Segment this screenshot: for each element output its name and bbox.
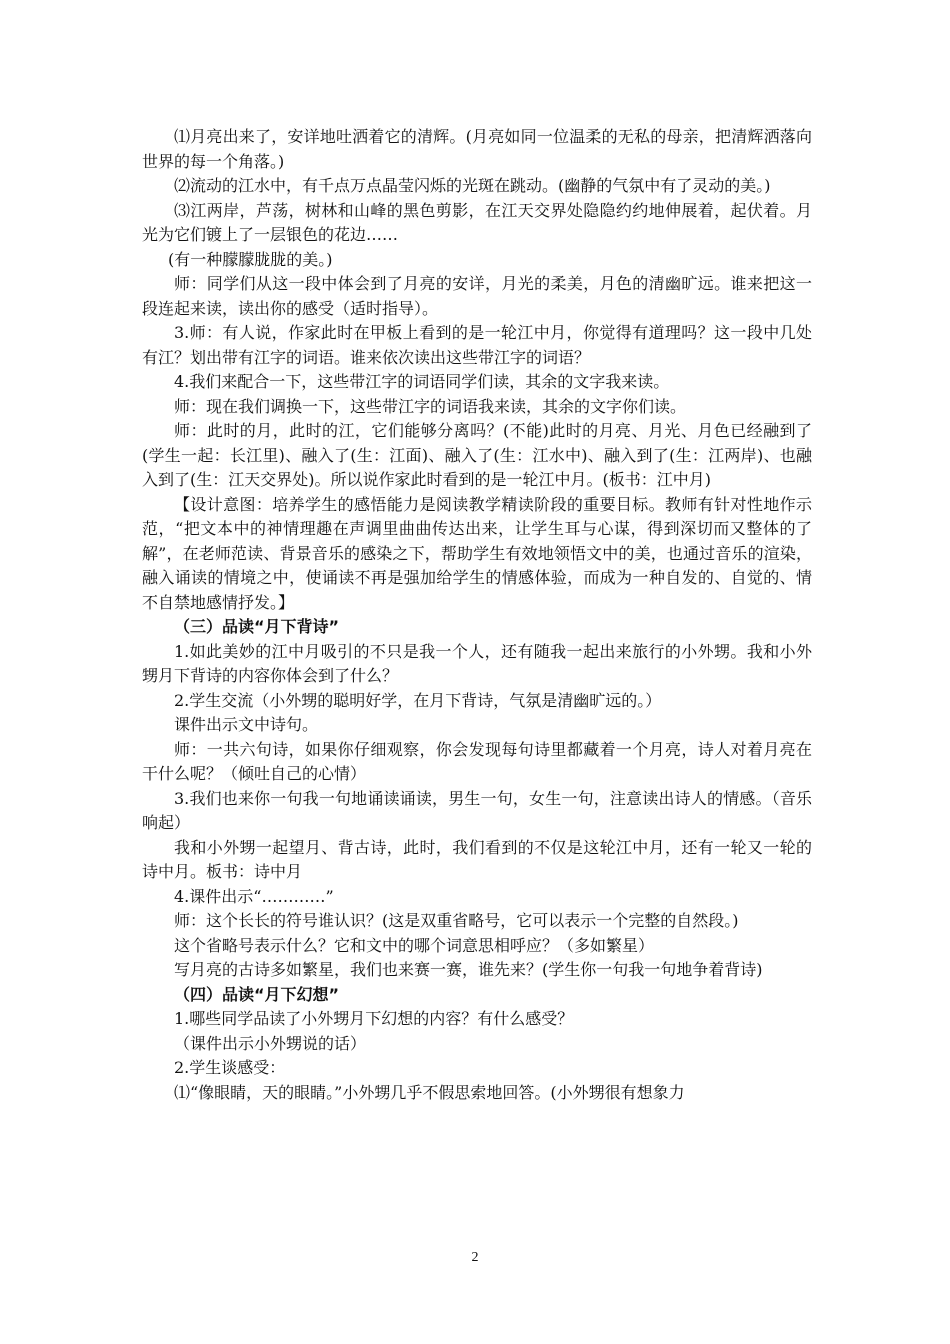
paragraph: 1.哪些同学品读了小外甥月下幻想的内容？有什么感受？ (174, 1009, 574, 1028)
paragraph: (有一种朦朦胧胧的美。) (168, 249, 333, 269)
paragraph: ⑵流动的江水中，有千点万点晶莹闪烁的光斑在跳动。(幽静的气氛中有了灵动的美。) (174, 176, 771, 195)
paragraph: 2.学生交流（小外甥的聪明好学，在月下背诗，气氛是清幽旷远的。） (174, 690, 662, 710)
paragraph: 师：此时的月，此时的江，它们能够分离吗？(不能)此时的月亮、月光、月色已经融到了(学生一起：长江里)、融入了(生：江面)、融入了(生：江水中)、融入到了(生：江两岸)、也融入到了(生：江天交界处)。所以说作家此时看到的是一轮江中月。(板书：江中月) (142, 421, 812, 489)
paragraph: 1.如此美妙的江中月吸引的不只是我一个人，还有随我一起出来旅行的小外甥。我和小外甥月下背诗的内容你体会到了什么？ (142, 641, 812, 685)
paragraph: 我和小外甥一起望月、背古诗，此时，我们看到的不仅是这轮江中月，还有一轮又一轮的诗中月。板书：诗中月 (142, 837, 812, 881)
paragraph: 师：这个长长的符号谁认识？(这是双重省略号，它可以表示一个完整的自然段。) (174, 911, 739, 930)
page-number: 2 (471, 1250, 479, 1265)
document-body (142, 125, 812, 1105)
paragraph: 课件出示文中诗句。 (174, 715, 319, 734)
paragraph: 师：一共六句诗，如果你仔细观察，你会发现每句诗里都藏着一个月亮，诗人对着月亮在干什么呢？（倾吐自己的心情） (142, 739, 812, 783)
paragraph: 2.学生谈感受： (174, 1058, 286, 1077)
paragraph: 写月亮的古诗多如繁星，我们也来赛一赛，谁先来？(学生你一句我一句地争着背诗) (174, 960, 763, 979)
paragraph: 3.我们也来你一句我一句地诵读诵读，男生一句，女生一句，注意读出诗人的情感。（音乐响起） (142, 788, 812, 832)
paragraph: 师：现在我们调换一下，这些带江字的词语我来读，其余的文字你们读。 (174, 396, 687, 416)
section-heading: （四）品读“月下幻想” (174, 984, 340, 1004)
paragraph: 【设计意图：培养学生的感悟能力是阅读教学精读阶段的重要目标。教师有针对性地作示范，“把文本中的神情理趣在声调里曲曲传达出来，让学生耳与心谋，得到深切而又整体的了解”，在老师范读、背景音乐的感染之下，帮助学生有效地领悟文中的美，也通过音乐的渲染，融入诵读的情境之中，使诵读不再是强加给学生的情感体验，而成为一种自发的、自觉的、情不自禁地感情抒发。】 (142, 494, 812, 612)
paragraph: 3.师：有人说，作家此时在甲板上看到的是一轮江中月，你觉得有道理吗？这一段中几处有江？划出带有江字的词语。谁来依次读出这些带江字的词语？ (142, 323, 812, 367)
paragraph: ⑶江两岸，芦荡，树林和山峰的黑色剪影，在江天交界处隐隐约约地伸展着，起伏着。月光为它们镀上了一层银色的花边…… (142, 200, 812, 244)
paragraph: ⑴“像眼睛，天的眼睛。”小外甥几乎不假思索地回答。(小外甥很有想象力 (174, 1082, 685, 1102)
paragraph: 这个省略号表示什么？它和文中的哪个词意思相呼应？（多如繁星） (174, 935, 655, 955)
paragraph: （课件出示小外甥说的话） (174, 1033, 367, 1053)
paragraph: 师：同学们从这一段中体会到了月亮的安详，月光的柔美，月色的清幽旷远。谁来把这一段连起来读，读出你的感受（适时指导）。 (142, 274, 812, 318)
paragraph: 4.课件出示“…………” (174, 886, 334, 906)
paragraph: ⑴月亮出来了，安详地吐洒着它的清辉。(月亮如同一位温柔的无私的母亲，把清辉洒落向世界的每一个角落。) (142, 127, 812, 171)
section-heading: （三）品读“月下背诗” (174, 617, 340, 636)
paragraph: 4.我们来配合一下，这些带江字的词语同学们读，其余的文字我来读。 (174, 372, 670, 391)
